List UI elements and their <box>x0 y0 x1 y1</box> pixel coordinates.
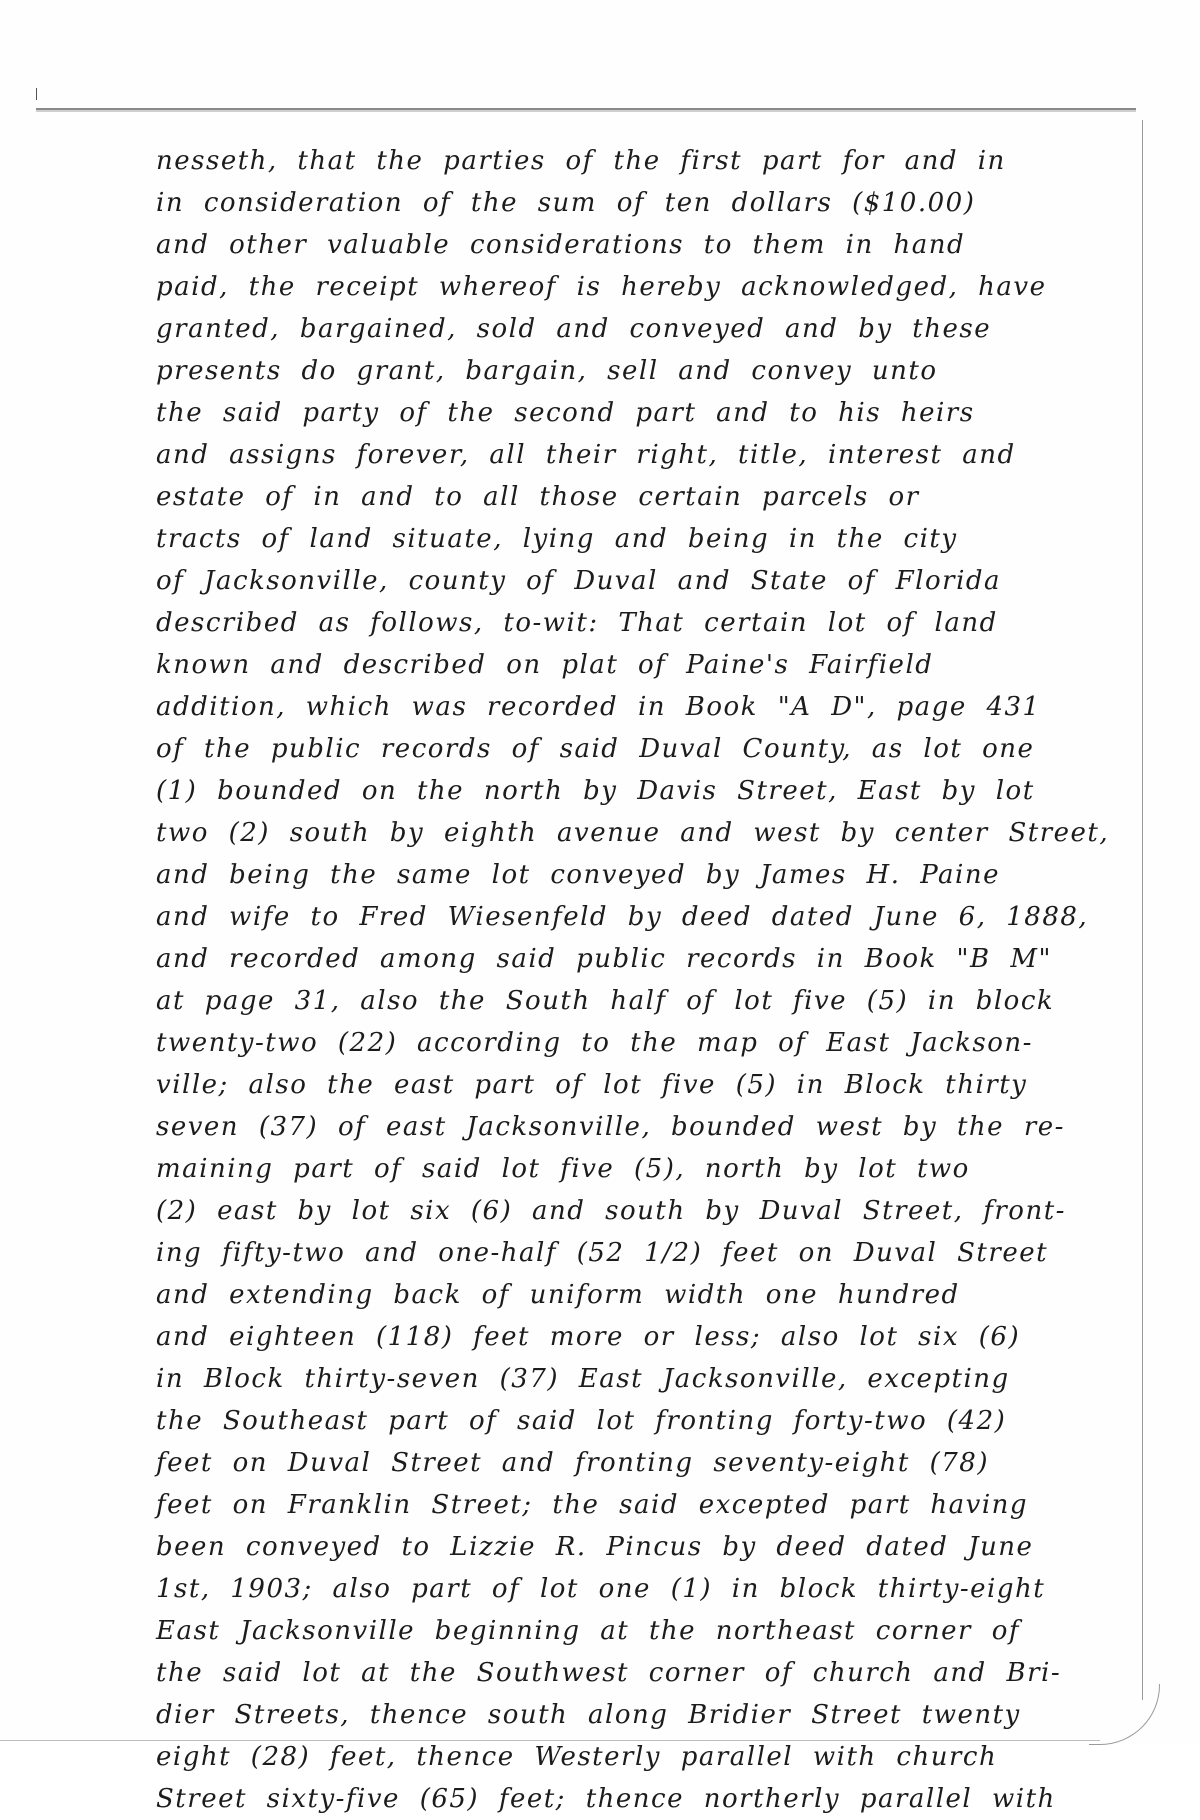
text-line: estate of in and to all those certain parcels or <box>156 482 920 512</box>
text-line: at page 31, also the South half of lot five (5) in block <box>156 986 1055 1016</box>
right-margin-line <box>1142 120 1143 1700</box>
text-line: and recorded among said public records in Book "B M" <box>156 944 1052 974</box>
text-line: ing fifty-two and one-half (52 1/2) feet on Duval Street <box>156 1238 1049 1268</box>
text-line: two (2) south by eighth avenue and west by center Street, <box>156 818 1110 848</box>
text-line: and assigns forever, all their right, title, interest and <box>156 440 1016 470</box>
text-line: the said lot at the Southwest corner of church and Bri- <box>156 1658 1062 1688</box>
text-line: of Jacksonville, county of Duval and State of Florida <box>156 566 1002 596</box>
text-line: tracts of land situate, lying and being in the city <box>156 524 958 554</box>
text-line: dier Streets, thence south along Bridier Street twenty <box>156 1700 1021 1730</box>
text-line: East Jacksonville beginning at the northeast corner of <box>156 1616 1021 1646</box>
text-line: and being the same lot conveyed by James H. Paine <box>156 860 1000 890</box>
text-line: ville; also the east part of lot five (5) in Block thirty <box>156 1070 1028 1100</box>
text-line: seven (37) of east Jacksonville, bounded west by the re- <box>156 1112 1065 1142</box>
text-line: (1) bounded on the north by Davis Street, East by lot <box>156 776 1035 806</box>
margin-mark <box>36 88 37 100</box>
text-line: in consideration of the sum of ten dollars ($10.00) <box>156 188 976 218</box>
text-line: described as follows, to-wit: That certain lot of land <box>156 608 998 638</box>
text-line: granted, bargained, sold and conveyed and by these <box>156 314 992 344</box>
text-line: and wife to Fred Wiesenfeld by deed dated June 6, 1888, <box>156 902 1089 932</box>
text-line: and eighteen (118) feet more or less; also lot six (6) <box>156 1322 1021 1352</box>
text-line: paid, the receipt whereof is hereby acknowledged, have <box>156 272 1047 302</box>
text-line: 1st, 1903; also part of lot one (1) in block thirty-eight <box>156 1574 1046 1604</box>
text-line: the Southeast part of said lot fronting forty-two (42) <box>156 1406 1007 1436</box>
text-line: addition, which was recorded in Book "A D", page 431 <box>156 692 1041 722</box>
text-line: maining part of said lot five (5), north by lot two <box>156 1154 970 1184</box>
text-line: eight (28) feet, thence Westerly parallel with church <box>156 1742 998 1772</box>
text-line: and other valuable considerations to them in hand <box>156 230 966 260</box>
top-rule <box>36 108 1136 110</box>
text-line: of the public records of said Duval County, as lot one <box>156 734 1035 764</box>
text-line: twenty-two (22) according to the map of East Jackson- <box>156 1028 1033 1058</box>
text-line: in Block thirty-seven (37) East Jacksonville, excepting <box>156 1364 1010 1394</box>
text-line: (2) east by lot six (6) and south by Duval Street, front- <box>156 1196 1066 1226</box>
text-line: nesseth, that the parties of the first part for and in <box>156 146 1006 176</box>
text-line: feet on Franklin Street; the said excepted part having <box>156 1490 1029 1520</box>
text-line: the said party of the second part and to his heirs <box>156 398 975 428</box>
handwritten-text <box>156 140 1116 1820</box>
text-line: and extending back of uniform width one hundred <box>156 1280 960 1310</box>
text-line: Street sixty-five (65) feet; thence northerly parallel with <box>156 1784 1056 1814</box>
text-line: known and described on plat of Paine's Fairfield <box>156 650 934 680</box>
text-line: feet on Duval Street and fronting seventy-eight (78) <box>156 1448 989 1478</box>
text-line: been conveyed to Lizzie R. Pincus by deed dated June <box>156 1532 1034 1562</box>
text-line: presents do grant, bargain, sell and convey unto <box>156 356 938 386</box>
